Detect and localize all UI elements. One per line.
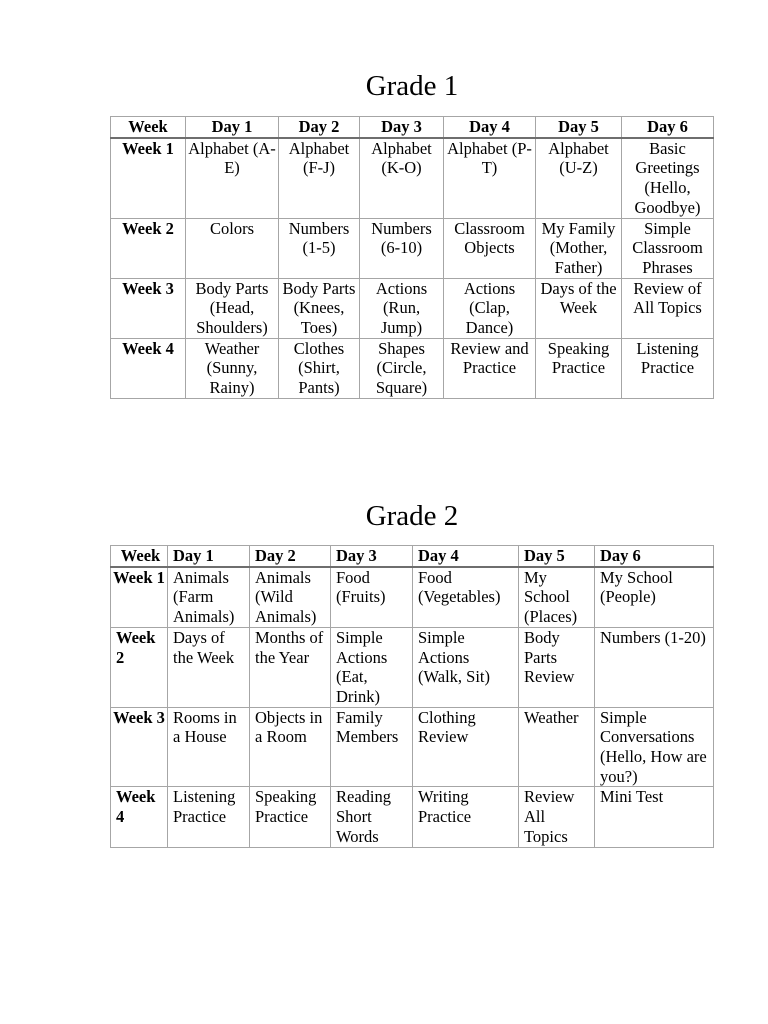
- header-cell-day-4: Day 4: [444, 117, 536, 138]
- table-row: [111, 138, 714, 218]
- table-cell: Classroom Objects: [444, 218, 536, 278]
- header-cell-day-4: Day 4: [413, 546, 519, 567]
- table-cell: Months of the Year: [250, 627, 331, 707]
- table-cell: Mini Test: [595, 787, 714, 847]
- table-cell: Objects in a Room: [250, 707, 331, 787]
- table-cell: Food (Vegetables): [413, 567, 519, 628]
- table-cell: Animals (Farm Animals): [168, 567, 250, 628]
- grade-1-title: Grade 1: [365, 70, 459, 102]
- table-cell: My School (People): [595, 567, 714, 628]
- week-cell: Week 2: [111, 627, 168, 707]
- table-cell: Review All Topics: [519, 787, 595, 847]
- table-cell: Alphabet (F-J): [279, 138, 360, 218]
- table-cell: Speaking Practice: [536, 338, 622, 398]
- table-cell: Review of All Topics: [622, 278, 714, 338]
- header-cell-day-6: Day 6: [595, 546, 714, 567]
- table-row: [111, 218, 714, 278]
- table-cell: Body Parts (Head, Shoulders): [186, 278, 279, 338]
- header-cell-day-3: Day 3: [331, 546, 413, 567]
- table-cell: My Family (Mother, Father): [536, 218, 622, 278]
- table-cell: Body Parts Review: [519, 627, 595, 707]
- table-cell: Alphabet (A-E): [186, 138, 279, 218]
- grade-2-title: Grade 2: [365, 500, 459, 532]
- header-cell-day-5: Day 5: [536, 117, 622, 138]
- table-cell: Review and Practice: [444, 338, 536, 398]
- table-cell: Weather: [519, 707, 595, 787]
- table-cell: Weather (Sunny, Rainy): [186, 338, 279, 398]
- header-cell-day-6: Day 6: [622, 117, 714, 138]
- header-cell-day-1: Day 1: [168, 546, 250, 567]
- table-cell: Days of the Week: [536, 278, 622, 338]
- table-cell: Alphabet (P-T): [444, 138, 536, 218]
- table-cell: Food (Fruits): [331, 567, 413, 628]
- week-cell: Week 1: [111, 567, 168, 628]
- table-cell: Numbers (6-10): [360, 218, 444, 278]
- table-row: [111, 787, 714, 847]
- table-cell: Alphabet (K-O): [360, 138, 444, 218]
- table-row: [111, 338, 714, 398]
- header-cell-day-2: Day 2: [250, 546, 331, 567]
- table-cell: Numbers (1-20): [595, 627, 714, 707]
- table-cell: Listening Practice: [168, 787, 250, 847]
- table-cell: Reading Short Words: [331, 787, 413, 847]
- table-cell: Rooms in a House: [168, 707, 250, 787]
- table-row: [111, 567, 714, 628]
- grade-1-schedule-table: [110, 116, 714, 399]
- header-cell-day-3: Day 3: [360, 117, 444, 138]
- table-header-row: [111, 546, 714, 567]
- week-cell: Week 3: [111, 278, 186, 338]
- header-cell-day-2: Day 2: [279, 117, 360, 138]
- week-cell: Week 2: [111, 218, 186, 278]
- header-cell-week: Week: [111, 546, 168, 567]
- week-cell: Week 4: [111, 787, 168, 847]
- week-cell: Week 1: [111, 138, 186, 218]
- table-row: [111, 707, 714, 787]
- table-cell: Days of the Week: [168, 627, 250, 707]
- table-cell: Basic Greetings (Hello, Goodbye): [622, 138, 714, 218]
- week-cell: Week 3: [111, 707, 168, 787]
- table-cell: Simple Actions (Eat, Drink): [331, 627, 413, 707]
- table-cell: Body Parts (Knees, Toes): [279, 278, 360, 338]
- table-header-row: [111, 117, 714, 138]
- table-cell: Writing Practice: [413, 787, 519, 847]
- table-cell: Actions (Run, Jump): [360, 278, 444, 338]
- table-cell: Colors: [186, 218, 279, 278]
- table-cell: Simple Actions (Walk, Sit): [413, 627, 519, 707]
- table-row: [111, 627, 714, 707]
- table-cell: Numbers (1-5): [279, 218, 360, 278]
- table-cell: Speaking Practice: [250, 787, 331, 847]
- table-row: [111, 278, 714, 338]
- table-cell: My School (Places): [519, 567, 595, 628]
- table-cell: Shapes (Circle, Square): [360, 338, 444, 398]
- week-cell: Week 4: [111, 338, 186, 398]
- table-cell: Clothes (Shirt, Pants): [279, 338, 360, 398]
- table-cell: Alphabet (U-Z): [536, 138, 622, 218]
- table-cell: Family Members: [331, 707, 413, 787]
- header-cell-day-5: Day 5: [519, 546, 595, 567]
- table-cell: Actions (Clap, Dance): [444, 278, 536, 338]
- grade-2-schedule-table: [110, 545, 714, 848]
- table-cell: Clothing Review: [413, 707, 519, 787]
- table-cell: Simple Conversations (Hello, How are you?): [595, 707, 714, 787]
- table-cell: Listening Practice: [622, 338, 714, 398]
- table-cell: Animals (Wild Animals): [250, 567, 331, 628]
- table-cell: Simple Classroom Phrases: [622, 218, 714, 278]
- header-cell-day-1: Day 1: [186, 117, 279, 138]
- header-cell-week: Week: [111, 117, 186, 138]
